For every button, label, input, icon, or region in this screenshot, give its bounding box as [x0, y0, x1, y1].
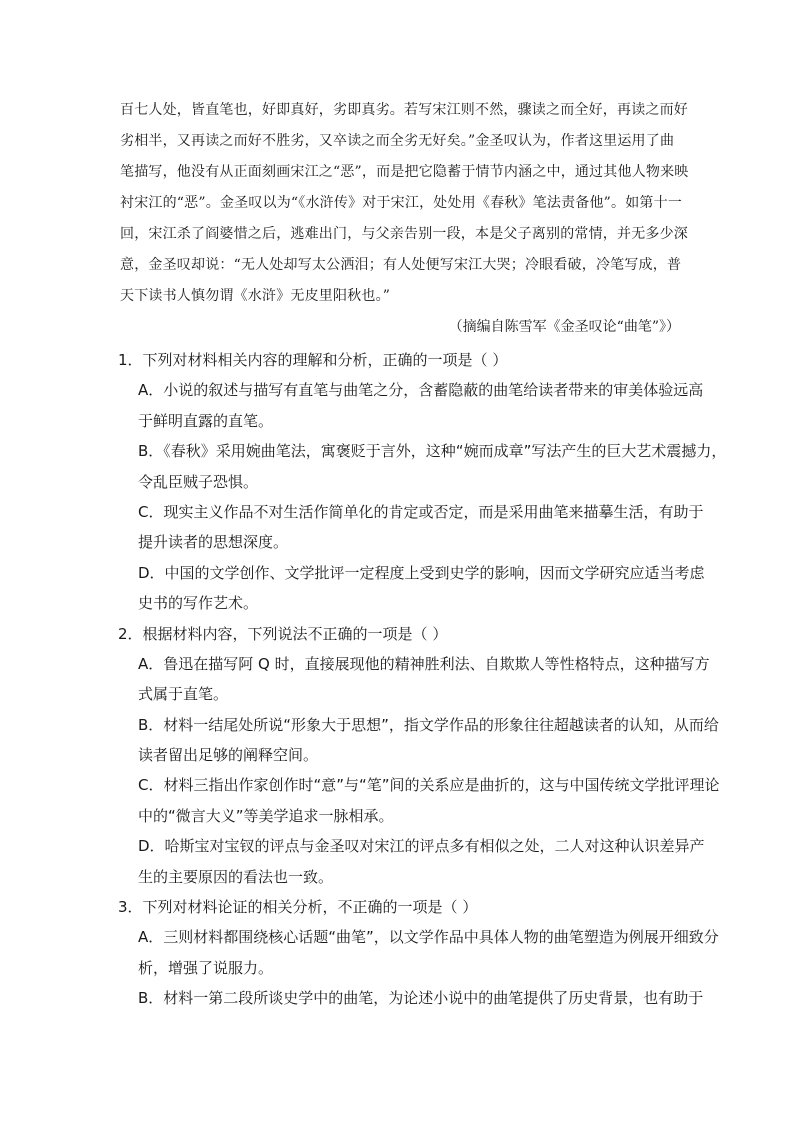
question-2 [118, 619, 720, 893]
passage-line: 回，宋江杀了阎婆惜之后，逃难出门，与父亲告别一段，本是父子离别的常情，并无多少深 [120, 226, 688, 242]
option-b[interactable] [118, 436, 727, 497]
option-c[interactable] [118, 770, 720, 831]
option-a[interactable] [118, 375, 704, 436]
option-text: A．鲁迅在描写阿 Q 时，直接展现他的精神胜利法、自欺欺人等性格特点，这种描写方 [138, 654, 710, 673]
option-a[interactable] [118, 649, 710, 710]
option-text: B．材料一第二段所谈史学中的曲笔，为论述小说中的曲笔提供了历史背景，也有助于 [138, 989, 704, 1008]
question-stem: 2．根据材料内容，下列说法不正确的一项是（ ） [118, 624, 448, 643]
option-text: 于鲜明直露的直笔。 [138, 411, 274, 430]
option-text: 式属于直笔。 [138, 685, 229, 704]
option-text: 令乱臣贼子恐惧。 [138, 472, 259, 491]
passage-line: 天下读书人慎勿谓《水浒》无皮里阳秋也。” [120, 288, 391, 304]
option-text: A．三则材料都围绕核心话题“曲笔”，以文学作品中具体人物的曲笔塑造为例展开细致分 [138, 928, 719, 947]
option-text: C．材料三指出作家创作时“意”与“笔”间的关系应是曲折的，这与中国传统文学批评理论 [138, 776, 720, 795]
question-stem: 1．下列对材料相关内容的理解和分析，正确的一项是（ ） [118, 351, 508, 369]
question-1 [118, 345, 727, 619]
passage-line: 笔描写，他没有从正面刻画宋江之“恶”，而是把它隐蓄于情节内涵之中，通过其他人物来映 [120, 164, 689, 180]
option-a[interactable] [118, 922, 719, 983]
option-text: A．小说的叙述与描写有直笔与曲笔之分，含蓄隐蔽的曲笔给读者带来的审美体验远高 [138, 381, 704, 400]
passage-line: 劣相半，又再读之而好不胜劣，又卒读之而全劣无好矣。”金圣叹认为，作者这里运用了曲 [120, 133, 675, 149]
option-b[interactable] [118, 710, 719, 771]
passage-line: 百七人处，皆直笔也，好即真好，劣即真劣。若写宋江则不然，骤读之而全好，再读之而好 [120, 102, 688, 118]
passage-line: 衬宋江的“恶”。金圣叹以为“《水浒传》对于宋江，处处用《春秋》笔法责备他”。如第十一 [120, 195, 683, 211]
option-d[interactable] [118, 558, 705, 619]
option-text: D．哈斯宝对宝钗的评点与金圣叹对宋江的评点多有相似之处，二人对这种认识差异产 [138, 837, 705, 856]
option-text: 中的“微言大义”等美学追求一脉相承。 [138, 806, 394, 825]
option-text: B．材料一结尾处所说“形象大于思想”，指文学作品的形象往往超越读者的认知，从而给 [138, 715, 719, 734]
question-stem: 3．下列对材料论证的相关分析，不正确的一项是（ ） [118, 898, 478, 917]
option-text: C．现实主义作品不对生活作简单化的肯定或否定，而是采用曲笔来描摹生活，有助于 [138, 502, 704, 521]
passage-citation: （摘编自陈雪军《金圣叹论“曲笔”》） [448, 319, 680, 335]
option-b[interactable] [118, 983, 704, 1013]
option-text: 读者留出足够的阐释空间。 [138, 746, 319, 765]
passage-line: 意，金圣叹却说：“无人处却写太公洒泪；有人处便写宋江大哭；冷眼看破，冷笔写成，普 [120, 257, 682, 273]
option-text: B．《春秋》采用婉曲笔法，寓褒贬于言外，这种“婉而成章”写法产生的巨大艺术震撼力， [138, 442, 727, 461]
option-text: 提升读者的思想深度。 [138, 533, 289, 552]
option-text: D．中国的文学创作、文学批评一定程度上受到史学的影响，因而文学研究应适当考虑 [138, 563, 705, 582]
option-text: 析，增强了说服力。 [138, 958, 274, 977]
option-c[interactable] [118, 497, 704, 558]
option-d[interactable] [118, 831, 705, 892]
question-3 [118, 892, 719, 1014]
passage-excerpt [120, 95, 689, 343]
question-list [118, 345, 727, 1014]
option-text: 史书的写作艺术。 [138, 594, 259, 613]
option-text: 生的主要原因的看法也一致。 [138, 867, 334, 886]
